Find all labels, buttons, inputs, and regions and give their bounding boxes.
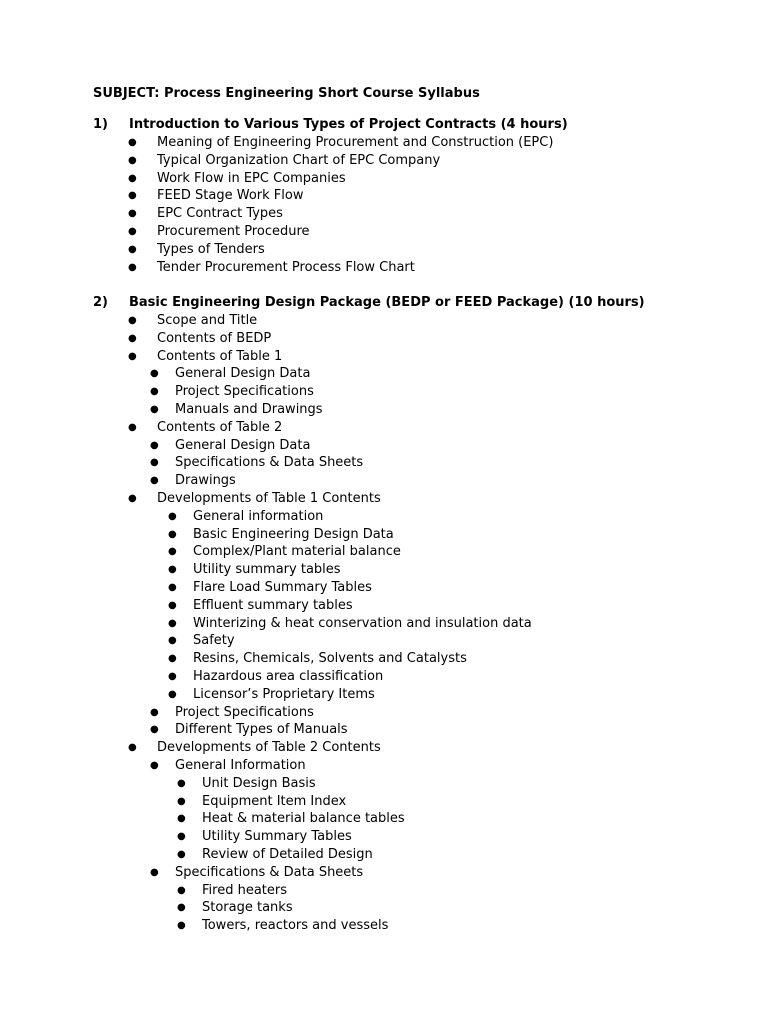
- bullet-icon: ●: [168, 582, 177, 593]
- list-item-text: Fired heaters: [202, 882, 288, 898]
- bullet-icon: ●: [150, 439, 159, 451]
- list-item-text: Contents of Table 2: [157, 419, 283, 435]
- bullet-icon: ●: [150, 866, 159, 878]
- list-item-text: Flare Load Summary Tables: [193, 580, 372, 595]
- section-number: 1): [93, 117, 108, 132]
- list-item-text: EPC Contract Types: [157, 206, 283, 222]
- bullet-icon: ●: [168, 564, 177, 576]
- bullet-icon: ●: [128, 350, 137, 362]
- list-item-text: Unit Design Basis: [202, 775, 316, 791]
- bullet-icon: ●: [168, 653, 177, 665]
- list-item-text: Utility Summary Tables: [202, 829, 352, 845]
- list-item-text: Heat & material balance tables: [202, 811, 405, 827]
- list-item-text: Storage tanks: [202, 900, 293, 916]
- list-item-text: Scope and Title: [157, 313, 258, 328]
- bullet-icon: ●: [128, 421, 137, 433]
- list-item-text: Meaning of Engineering Procurement and Construction (EPC): [157, 135, 554, 150]
- list-item-text: Safety: [193, 633, 235, 649]
- section-number: 2): [93, 295, 108, 310]
- list-item-text: Contents of Table 1: [157, 348, 283, 364]
- bullet-icon: ●: [168, 688, 177, 700]
- list-item-text: Project Specifications: [175, 384, 314, 400]
- section-title: Basic Engineering Design Package (BEDP or FEED Package) (10 hours): [129, 295, 645, 310]
- list-item-text: Drawings: [175, 473, 236, 489]
- list-item-text: Developments of Table 2 Contents: [157, 740, 381, 756]
- list-item-text: Tender Procurement Process Flow Chart: [157, 259, 415, 275]
- bullet-icon: ●: [128, 190, 137, 202]
- bullet-icon: ●: [168, 617, 177, 629]
- bullet-icon: ●: [177, 777, 186, 789]
- bullet-icon: ●: [177, 795, 186, 807]
- bullet-icon: ●: [150, 457, 159, 469]
- bullet-icon: ●: [128, 154, 137, 166]
- list-item-text: Utility summary tables: [193, 562, 341, 578]
- bullet-icon: ●: [128, 226, 137, 237]
- list-item-text: Winterizing & heat conservation and insulation data: [193, 615, 532, 631]
- bullet-icon: ●: [150, 386, 159, 398]
- bullet-icon: ●: [128, 332, 137, 344]
- bullet-icon: ●: [177, 849, 186, 860]
- list-item-text: FEED Stage Work Flow: [157, 188, 304, 204]
- bullet-icon: ●: [168, 528, 177, 540]
- list-item-text: Licensor’s Proprietary Items: [193, 686, 375, 702]
- list-item-text: Specifications & Data Sheets: [175, 864, 364, 880]
- list-item-text: General Design Data: [175, 437, 311, 453]
- list-item-text: Basic Engineering Design Data: [193, 526, 394, 542]
- list-item-text: Complex/Plant material balance: [193, 544, 401, 560]
- bullet-icon: ●: [128, 493, 137, 504]
- section-title: Introduction to Various Types of Project Contracts (4 hours): [129, 117, 568, 132]
- list-item-text: General Information: [175, 758, 306, 773]
- list-item-text: Different Types of Manuals: [175, 722, 348, 738]
- bullet-icon: ●: [150, 724, 159, 736]
- bullet-icon: ●: [128, 261, 137, 273]
- list-item-text: Typical Organization Chart of EPC Company: [157, 152, 441, 168]
- list-item-text: Towers, reactors and vessels: [202, 918, 389, 934]
- bullet-icon: ●: [128, 208, 137, 220]
- list-item-text: Procurement Procedure: [157, 224, 310, 239]
- bullet-icon: ●: [168, 671, 177, 682]
- bullet-icon: ●: [128, 137, 137, 148]
- list-item-text: Specifications & Data Sheets: [175, 455, 364, 471]
- bullet-icon: ●: [150, 475, 159, 487]
- bullet-icon: ●: [177, 884, 186, 896]
- list-item-text: Hazardous area classification: [193, 669, 384, 684]
- list-item-text: Manuals and Drawings: [175, 402, 323, 417]
- bullet-icon: ●: [150, 706, 159, 718]
- bullet-icon: ●: [177, 902, 186, 914]
- bullet-icon: ●: [177, 813, 186, 825]
- document-subject: SUBJECT: Process Engineering Short Course Syllabus: [93, 86, 480, 101]
- list-item-text: General information: [193, 508, 324, 524]
- list-item-text: Resins, Chemicals, Solvents and Catalysts: [193, 651, 467, 667]
- list-item-text: Equipment Item Index: [202, 793, 347, 809]
- list-item-text: Work Flow in EPC Companies: [157, 170, 346, 186]
- bullet-icon: ●: [168, 510, 177, 522]
- bullet-icon: ●: [128, 315, 137, 326]
- list-item-text: Contents of BEDP: [157, 330, 272, 346]
- list-item-text: Project Specifications: [175, 704, 314, 720]
- bullet-icon: ●: [168, 599, 177, 611]
- list-item-text: Types of Tenders: [157, 241, 265, 257]
- bullet-icon: ●: [128, 742, 137, 754]
- list-item-text: Effluent summary tables: [193, 597, 353, 613]
- bullet-icon: ●: [150, 368, 159, 380]
- bullet-icon: ●: [168, 635, 177, 647]
- bullet-icon: ●: [128, 172, 137, 184]
- list-item-text: General Design Data: [175, 366, 311, 382]
- bullet-icon: ●: [150, 404, 159, 415]
- list-item-text: Developments of Table 1 Contents: [157, 491, 381, 506]
- list-item-text: Review of Detailed Design: [202, 847, 373, 862]
- bullet-icon: ●: [150, 760, 159, 771]
- bullet-icon: ●: [168, 546, 177, 558]
- bullet-icon: ●: [177, 920, 186, 932]
- bullet-icon: ●: [128, 243, 137, 255]
- bullet-icon: ●: [177, 831, 186, 843]
